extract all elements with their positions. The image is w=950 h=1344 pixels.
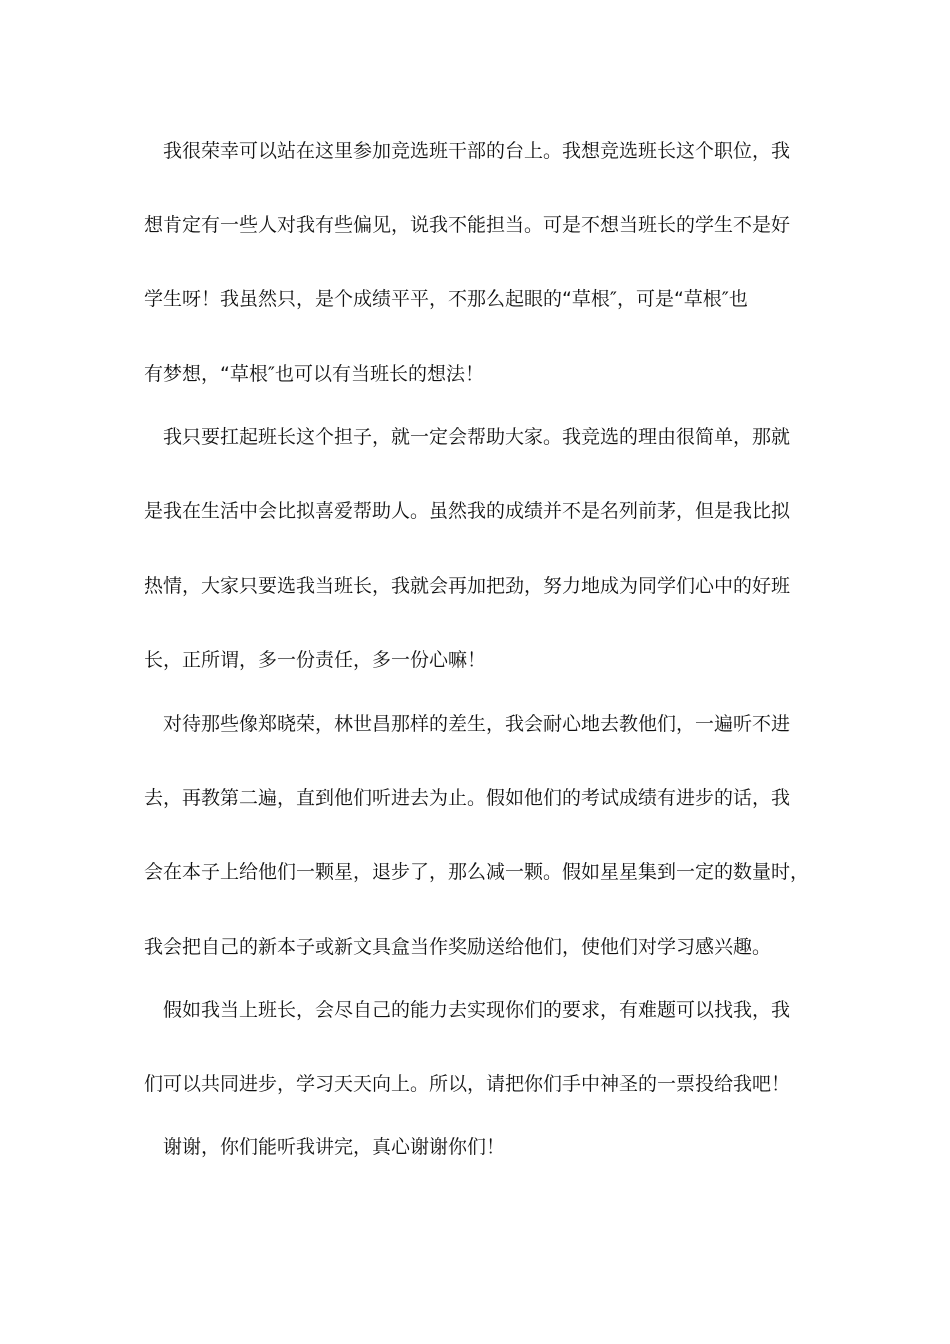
paragraph-4-line-2: 们可以共同进步，学习天天向上。所以，请把你们手中神圣的一票投给我吧！	[144, 1073, 791, 1095]
paragraph-5-line-1: 谢谢，你们能听我讲完，真心谢谢你们！	[163, 1136, 506, 1158]
paragraph-2-line-1: 我只要扛起班长这个担子，就一定会帮助大家。我竞选的理由很简单，那就	[163, 426, 791, 448]
paragraph-4-line-1: 假如我当上班长，会尽自己的能力去实现你们的要求，有难题可以找我，我	[163, 999, 791, 1021]
paragraph-1-line-4: 有梦想，“草根″也可以有当班长的想法！	[144, 363, 484, 385]
paragraph-3-line-1: 对待那些像郑晓荣，林世昌那样的差生，我会耐心地去教他们，一遍听不进	[163, 713, 791, 735]
paragraph-3-line-4: 我会把自己的新本子或新文具盒当作奖励送给他们，使他们对学习感兴趣。	[144, 936, 772, 958]
paragraph-1-line-3: 学生呀！我虽然只，是个成绩平平，不那么起眼的“草根″，可是“草根″也	[144, 288, 748, 310]
paragraph-3-line-2: 去，再教第二遍，直到他们听进去为止。假如他们的考试成绩有进步的话，我	[144, 787, 791, 809]
paragraph-2-line-4: 长，正所谓，多一份责任，多一份心嘛！	[144, 649, 487, 671]
paragraph-3-line-3: 会在本子上给他们一颗星，退步了，那么减一颗。假如星星集到一定的数量时，	[144, 861, 810, 883]
paragraph-2-line-3: 热情，大家只要选我当班长，我就会再加把劲，努力地成为同学们心中的好班	[144, 575, 791, 597]
paragraph-1-line-2: 想肯定有一些人对我有些偏见，说我不能担当。可是不想当班长的学生不是好	[144, 214, 791, 236]
paragraph-2-line-2: 是我在生活中会比拟喜爱帮助人。虽然我的成绩并不是名列前茅，但是我比拟	[144, 500, 791, 522]
paragraph-1-line-1: 我很荣幸可以站在这里参加竞选班干部的台上。我想竞选班长这个职位，我	[163, 140, 791, 162]
